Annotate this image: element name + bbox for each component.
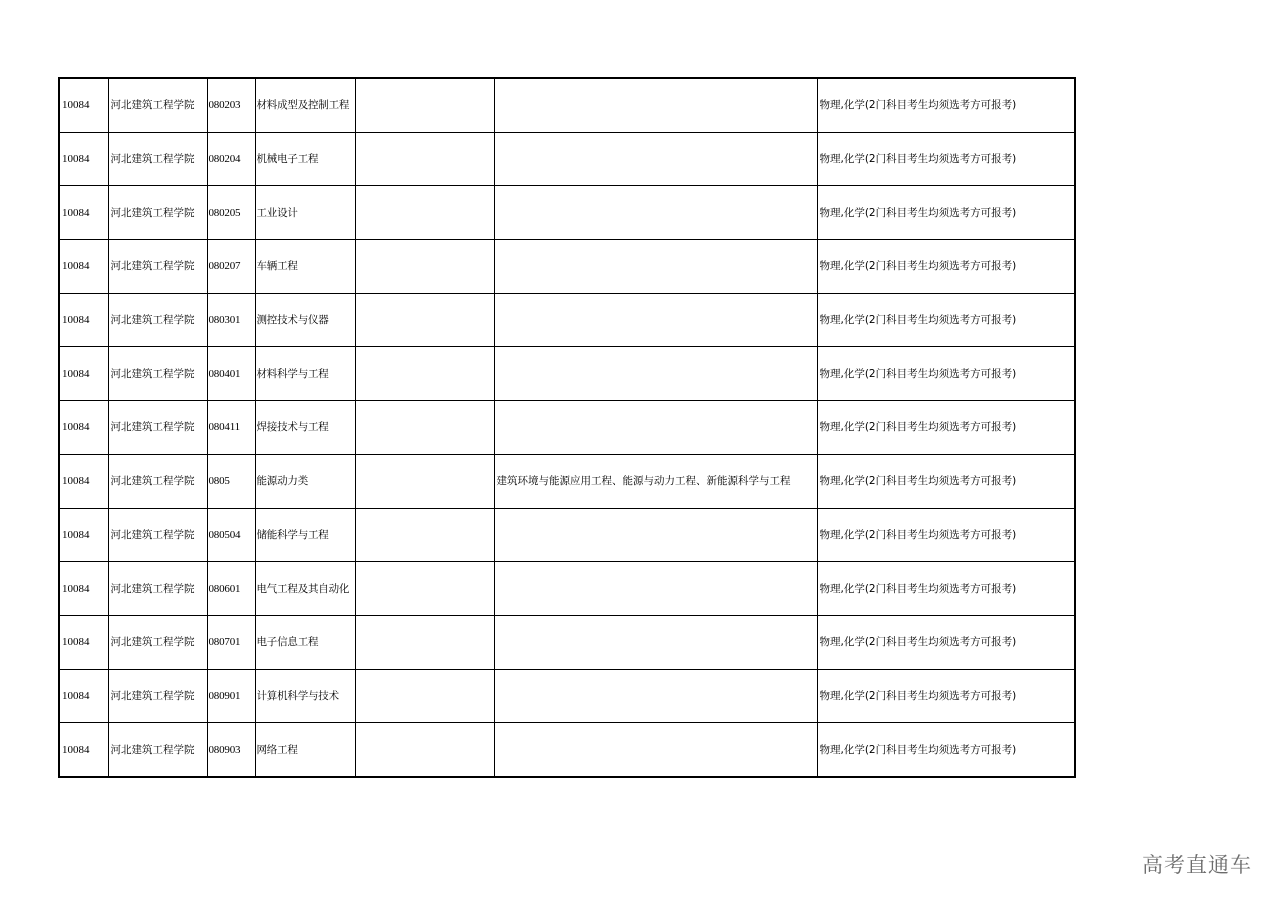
blank-cell [355, 615, 494, 669]
major-name-cell: 电气工程及其自动化 [255, 562, 355, 616]
major-code-cell: 080207 [207, 240, 255, 294]
table-row [59, 240, 1075, 294]
school-code-cell: 10084 [59, 454, 108, 508]
included-majors-cell [494, 508, 817, 562]
table-row [59, 293, 1075, 347]
included-majors-cell: 建筑环境与能源应用工程、能源与动力工程、新能源科学与工程 [494, 454, 817, 508]
table-row [59, 132, 1075, 186]
major-name-cell: 车辆工程 [255, 240, 355, 294]
major-name-cell: 网络工程 [255, 723, 355, 777]
major-requirements-table [58, 77, 1076, 778]
table-row [59, 562, 1075, 616]
blank-cell [355, 669, 494, 723]
table-row [59, 615, 1075, 669]
school-name-cell: 河北建筑工程学院 [108, 723, 207, 777]
school-name-cell: 河北建筑工程学院 [108, 669, 207, 723]
school-name-cell: 河北建筑工程学院 [108, 615, 207, 669]
major-name-cell: 计算机科学与技术 [255, 669, 355, 723]
major-name-cell: 焊接技术与工程 [255, 401, 355, 455]
included-majors-cell [494, 78, 817, 132]
subject-requirement-cell: 物理,化学(2门科目考生均须选考方可报考) [817, 347, 1075, 401]
major-name-cell: 工业设计 [255, 186, 355, 240]
school-code-cell: 10084 [59, 508, 108, 562]
school-name-cell: 河北建筑工程学院 [108, 293, 207, 347]
table-row [59, 669, 1075, 723]
major-code-cell: 080301 [207, 293, 255, 347]
major-name-cell: 能源动力类 [255, 454, 355, 508]
included-majors-cell [494, 562, 817, 616]
school-name-cell: 河北建筑工程学院 [108, 186, 207, 240]
table-row [59, 78, 1075, 132]
subject-requirement-cell: 物理,化学(2门科目考生均须选考方可报考) [817, 401, 1075, 455]
major-code-cell: 080411 [207, 401, 255, 455]
included-majors-cell [494, 240, 817, 294]
subject-requirement-cell: 物理,化学(2门科目考生均须选考方可报考) [817, 454, 1075, 508]
blank-cell [355, 562, 494, 616]
subject-requirement-cell: 物理,化学(2门科目考生均须选考方可报考) [817, 669, 1075, 723]
included-majors-cell [494, 401, 817, 455]
major-code-cell: 080203 [207, 78, 255, 132]
table-row [59, 401, 1075, 455]
table-row [59, 186, 1075, 240]
school-code-cell: 10084 [59, 132, 108, 186]
major-code-cell: 080701 [207, 615, 255, 669]
major-name-cell: 机械电子工程 [255, 132, 355, 186]
school-code-cell: 10084 [59, 401, 108, 455]
table-row [59, 723, 1075, 777]
subject-requirement-cell: 物理,化学(2门科目考生均须选考方可报考) [817, 186, 1075, 240]
blank-cell [355, 508, 494, 562]
school-code-cell: 10084 [59, 669, 108, 723]
major-code-cell: 080601 [207, 562, 255, 616]
major-code-cell: 0805 [207, 454, 255, 508]
subject-requirement-cell: 物理,化学(2门科目考生均须选考方可报考) [817, 132, 1075, 186]
major-code-cell: 080204 [207, 132, 255, 186]
blank-cell [355, 186, 494, 240]
included-majors-cell [494, 293, 817, 347]
subject-requirement-cell: 物理,化学(2门科目考生均须选考方可报考) [817, 562, 1075, 616]
school-code-cell: 10084 [59, 78, 108, 132]
school-name-cell: 河北建筑工程学院 [108, 401, 207, 455]
blank-cell [355, 454, 494, 508]
included-majors-cell [494, 723, 817, 777]
school-name-cell: 河北建筑工程学院 [108, 132, 207, 186]
major-name-cell: 电子信息工程 [255, 615, 355, 669]
school-name-cell: 河北建筑工程学院 [108, 240, 207, 294]
major-code-cell: 080901 [207, 669, 255, 723]
major-code-cell: 080504 [207, 508, 255, 562]
subject-requirement-cell: 物理,化学(2门科目考生均须选考方可报考) [817, 240, 1075, 294]
table-row [59, 347, 1075, 401]
school-code-cell: 10084 [59, 562, 108, 616]
included-majors-cell [494, 132, 817, 186]
included-majors-cell [494, 615, 817, 669]
blank-cell [355, 723, 494, 777]
table-row [59, 508, 1075, 562]
subject-requirement-cell: 物理,化学(2门科目考生均须选考方可报考) [817, 78, 1075, 132]
subject-requirement-cell: 物理,化学(2门科目考生均须选考方可报考) [817, 508, 1075, 562]
school-name-cell: 河北建筑工程学院 [108, 508, 207, 562]
major-name-cell: 测控技术与仪器 [255, 293, 355, 347]
subject-requirement-cell: 物理,化学(2门科目考生均须选考方可报考) [817, 293, 1075, 347]
school-code-cell: 10084 [59, 186, 108, 240]
table-row [59, 454, 1075, 508]
included-majors-cell [494, 186, 817, 240]
school-name-cell: 河北建筑工程学院 [108, 78, 207, 132]
school-name-cell: 河北建筑工程学院 [108, 347, 207, 401]
blank-cell [355, 132, 494, 186]
school-code-cell: 10084 [59, 615, 108, 669]
subject-requirement-cell: 物理,化学(2门科目考生均须选考方可报考) [817, 615, 1075, 669]
blank-cell [355, 240, 494, 294]
watermark-text: 高考直通车 [1142, 853, 1252, 877]
included-majors-cell [494, 669, 817, 723]
blank-cell [355, 347, 494, 401]
blank-cell [355, 293, 494, 347]
major-code-cell: 080205 [207, 186, 255, 240]
blank-cell [355, 78, 494, 132]
school-code-cell: 10084 [59, 347, 108, 401]
school-code-cell: 10084 [59, 723, 108, 777]
school-code-cell: 10084 [59, 293, 108, 347]
major-code-cell: 080903 [207, 723, 255, 777]
major-name-cell: 材料科学与工程 [255, 347, 355, 401]
subject-requirement-cell: 物理,化学(2门科目考生均须选考方可报考) [817, 723, 1075, 777]
table-body [59, 78, 1075, 777]
major-code-cell: 080401 [207, 347, 255, 401]
blank-cell [355, 401, 494, 455]
major-name-cell: 材料成型及控制工程 [255, 78, 355, 132]
included-majors-cell [494, 347, 817, 401]
school-code-cell: 10084 [59, 240, 108, 294]
major-name-cell: 储能科学与工程 [255, 508, 355, 562]
school-name-cell: 河北建筑工程学院 [108, 454, 207, 508]
school-name-cell: 河北建筑工程学院 [108, 562, 207, 616]
